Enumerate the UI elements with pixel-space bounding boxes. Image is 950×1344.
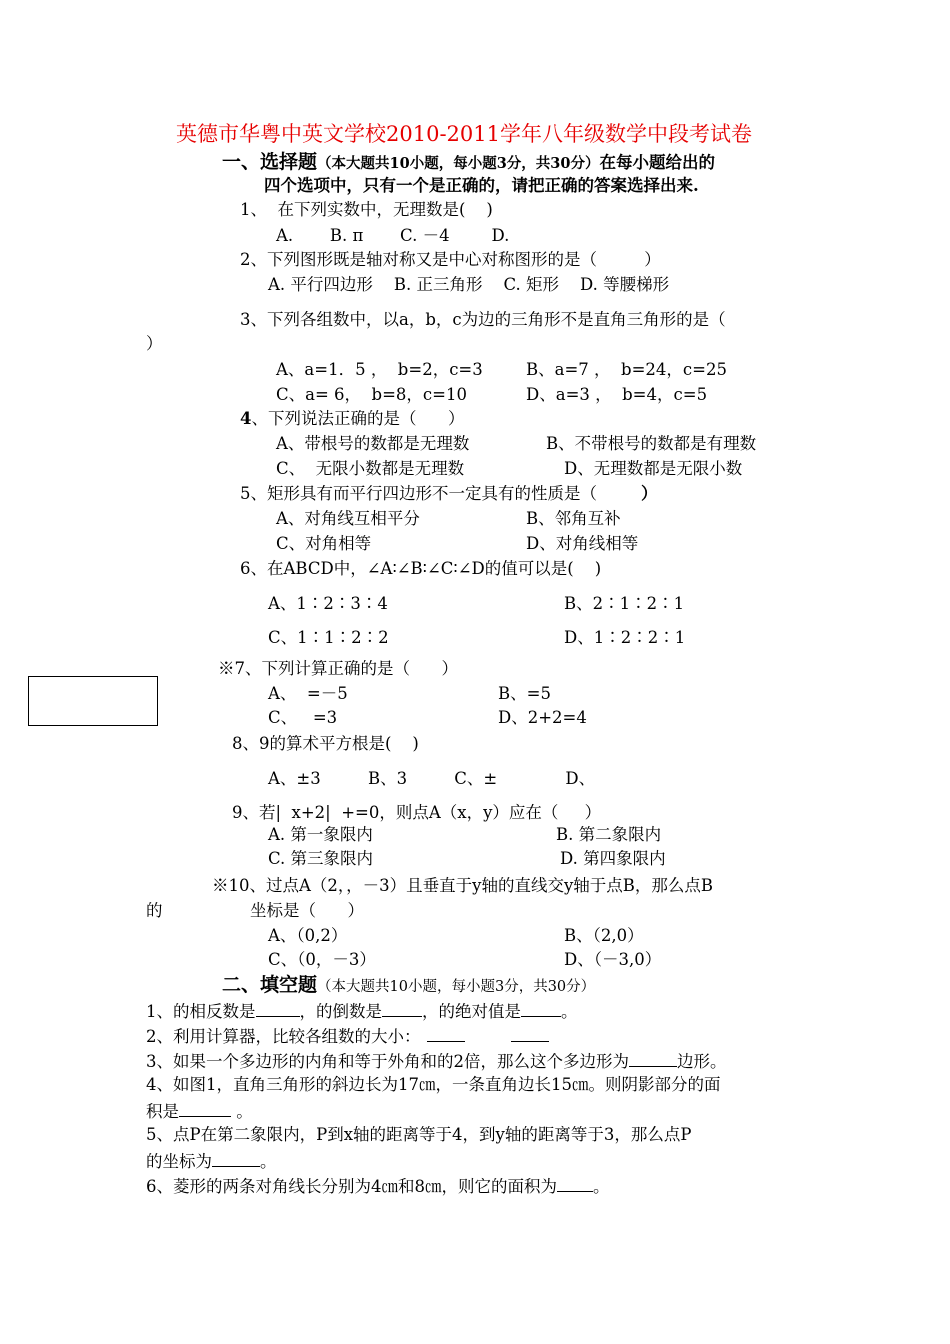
q6-option-c: C、1∶1∶2∶2 xyxy=(268,628,389,647)
fill-4-blank xyxy=(179,1102,231,1117)
q10-option-b: B、（2,0） xyxy=(564,926,644,945)
fill-6 xyxy=(146,1177,610,1196)
q3-stem-cont: ） xyxy=(146,334,163,353)
fill-2-text: 2、利用计算器，比较各组数的大小： xyxy=(146,1027,421,1046)
fill-1-text-c: ，的绝对值是 xyxy=(422,1002,521,1021)
fill-4-line1: 4、如图1，直角三角形的斜边长为17㎝，一条直角边长15㎝。则阴影部分的面 xyxy=(146,1075,721,1094)
q4-option-b: B、不带根号的数都是有理数 xyxy=(546,434,757,453)
q5-stem-text: 5、矩形具有而平行四边形不一定具有的性质是（ xyxy=(240,484,597,503)
q4-option-a: A、带根号的数都是无理数 xyxy=(276,434,470,453)
q10-stem: ※10、过点A（2，，－3）且垂直于y轴的直线交y轴于点B，那么点B xyxy=(212,876,714,895)
q8-options: A、±3 B、3 C、± D、 xyxy=(268,769,596,788)
fill-1-text-a: 1、的相反数是 xyxy=(146,1002,256,1021)
fill-1-text-d: 。 xyxy=(561,1002,578,1021)
q5-option-c: C、对角相等 xyxy=(276,534,372,553)
fill-1-blank-2 xyxy=(382,1002,422,1017)
fill-2 xyxy=(146,1027,549,1046)
exam-title: 英德市华粤中英文学校2010-2011学年八年级数学中段考试卷 xyxy=(176,122,752,146)
q3-option-a: A、a=1．5 ， b=2，c=3 xyxy=(276,360,483,379)
fill-3-text-a: 3、如果一个多边形的内角和等于外角和的2倍，那么这个多边形为 xyxy=(146,1052,629,1071)
fill-4-line2 xyxy=(146,1102,253,1121)
q1-stem: 1、 在下列实数中，无理数是( ) xyxy=(240,200,493,219)
q7-option-a: A、 =－5 xyxy=(268,684,348,703)
q10-option-a: A、（0,2） xyxy=(268,926,348,945)
q6-option-b: B、2∶1∶2∶1 xyxy=(564,594,685,613)
q9-stem: 9、若| x+2| +=0，则点A（x，y）应在（ ） xyxy=(232,803,602,822)
q5-stem xyxy=(240,486,658,503)
fill-3-text-b: 边形。 xyxy=(677,1052,727,1071)
fill-3-blank xyxy=(629,1052,677,1067)
section2-note: （本大题共10小题，每小题3分，共30分） xyxy=(317,979,596,995)
q10-stem-cont-b: 坐标是（ ） xyxy=(250,901,364,920)
q4-option-d: D、无理数都是无限小数 xyxy=(564,459,743,478)
fill-1-text-b: ，的倒数是 xyxy=(299,1002,382,1021)
fill-2-blank-1 xyxy=(427,1027,465,1042)
q4-number: 4 xyxy=(240,409,252,428)
q6-option-d: D、1∶2∶2∶1 xyxy=(564,628,686,647)
q6-option-a: A、1∶2∶3∶4 xyxy=(268,594,388,613)
fill-5-line2 xyxy=(146,1152,277,1171)
fill-5-text-a: 的坐标为 xyxy=(146,1152,212,1171)
q1-options: A. B. π C. －4 D. xyxy=(276,226,510,245)
q10-option-c: C、（0，－3） xyxy=(268,950,376,969)
q7-option-d: D、2+2=4 xyxy=(498,708,587,727)
q4-option-c: C、 无限小数都是无理数 xyxy=(276,459,465,478)
q2-options: A. 平行四边形 B. 正三角形 C. 矩形 D. 等腰梯形 xyxy=(268,275,670,294)
q3-option-c: C、a= 6， b=8，c=10 xyxy=(276,385,467,404)
fill-4-text-b: 。 xyxy=(231,1102,253,1121)
fill-1-blank-1 xyxy=(256,1002,300,1017)
section2-header xyxy=(222,976,595,995)
section1-heading: 一、选择题 xyxy=(222,151,318,173)
q4-stem xyxy=(240,411,464,428)
q3-option-d: D、a=3 ， b=4，c=5 xyxy=(526,385,708,404)
q5-option-d: D、对角线相等 xyxy=(526,534,639,553)
q6-stem: 6、在ABCD中，∠A∶∠B∶∠C∶∠D的值可以是( ) xyxy=(240,559,602,578)
q9-option-b: B. 第二象限内 xyxy=(556,825,662,844)
q3-option-b: B、a=7 ， b=24，c=25 xyxy=(526,360,727,379)
q5-option-b: B、邻角互补 xyxy=(526,509,621,528)
fill-6-blank xyxy=(557,1177,593,1192)
fill-6-text-a: 6、菱形的两条对角线长分别为4㎝和8㎝，则它的面积为 xyxy=(146,1177,557,1196)
blank-box xyxy=(28,676,158,726)
fill-2-blank-2 xyxy=(511,1027,549,1042)
q10-option-d: D、（－3,0） xyxy=(564,950,662,969)
fill-5-blank xyxy=(212,1152,260,1167)
q7-option-c: C、 =3 xyxy=(268,708,338,727)
section1-instruction-line2: 四个选项中，只有一个是正确的，请把正确的答案选择出来. xyxy=(264,176,699,195)
q8-stem: 8、9的算术平方根是( ) xyxy=(232,734,419,753)
fill-1 xyxy=(146,1002,578,1021)
fill-5-text-b: 。 xyxy=(260,1152,277,1171)
q9-option-d: D. 第四象限内 xyxy=(560,849,666,868)
q3-stem: 3、下列各组数中，以a，b，c为边的三角形不是直角三角形的是（ xyxy=(240,310,726,329)
fill-6-text-b: 。 xyxy=(593,1177,610,1196)
fill-5-line1: 5、点P在第二象限内，P到x轴的距离等于4，到y轴的距离等于3，那么点P xyxy=(146,1125,692,1144)
q9-option-a: A. 第一象限内 xyxy=(268,825,373,844)
q7-option-b: B、=5 xyxy=(498,684,551,703)
section1-instruction: 在每小题给出的 xyxy=(599,153,715,172)
q2-stem: 2、下列图形既是轴对称又是中心对称图形的是（ ） xyxy=(240,250,661,269)
q7-stem: ※7、下列计算正确的是（ ） xyxy=(218,659,458,678)
q5-close-paren: ） xyxy=(641,484,658,503)
section2-heading: 二、填空题 xyxy=(222,974,318,996)
fill-3 xyxy=(146,1052,727,1071)
section1-header xyxy=(222,153,715,172)
q9-option-c: C. 第三象限内 xyxy=(268,849,374,868)
fill-1-blank-3 xyxy=(521,1002,561,1017)
q5-option-a: A、对角线互相平分 xyxy=(276,509,420,528)
section1-note: （本大题共10小题，每小题3分，共30分） xyxy=(317,155,600,172)
q10-stem-cont-a: 的 xyxy=(146,901,163,920)
fill-4-text-a: 积是 xyxy=(146,1102,179,1121)
q4-stem-text: 、下列说法正确的是（ ） xyxy=(251,409,465,428)
